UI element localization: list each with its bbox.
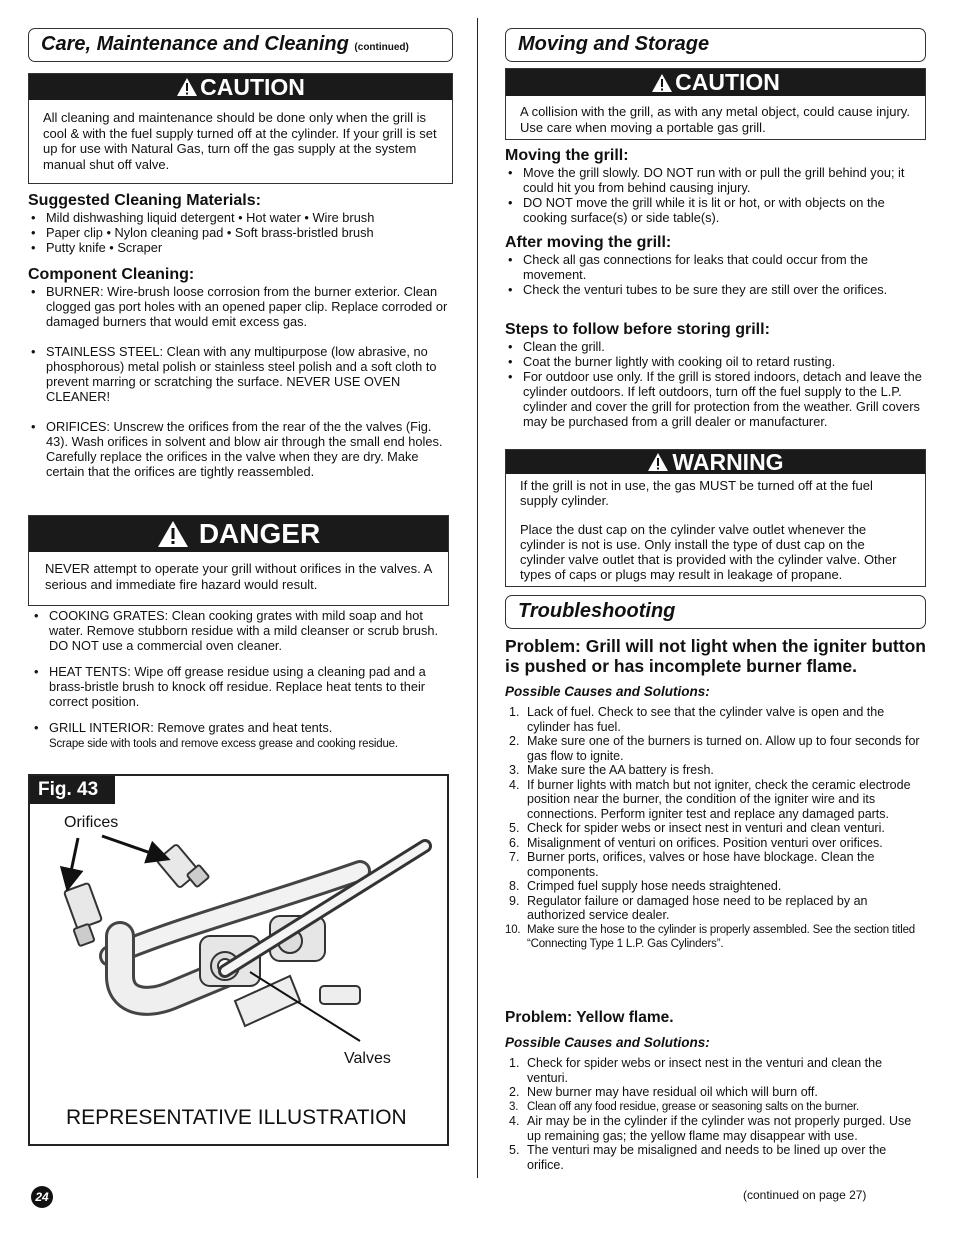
valves-label: Valves xyxy=(344,1050,391,1067)
moving-heading: Moving the grill: xyxy=(505,147,629,164)
list-item: • COOKING GRATES: Clean cooking grates with mild soap and hot water. Remove stubborn residue with a mild cleanser or scrub brush. DO NOT use a commercial oven cleaner. xyxy=(31,608,453,653)
storing-steps xyxy=(505,321,926,429)
list-item: • DO NOT move the grill while it is lit or hot, or with objects on the cooking surface(s) or side table(s). xyxy=(505,195,926,225)
list-item: • Coat the burner lightly with cooking oil to retard rusting. xyxy=(505,354,926,369)
warning-triangle-icon xyxy=(176,77,198,97)
caution-box-cleaning xyxy=(28,73,453,184)
list-item: 3. Make sure the AA battery is fresh. xyxy=(509,763,714,777)
continued-note: (continued on page 27) xyxy=(743,1188,867,1202)
list-item: 1. Lack of fuel. Check to see that the cylinder valve is open and the cylinder has fuel. xyxy=(509,705,885,734)
danger-bar xyxy=(29,516,448,552)
caution-box-moving xyxy=(505,68,926,140)
warning-triangle-icon xyxy=(157,520,189,548)
warning-label: WARNING xyxy=(672,448,784,475)
problem-1-heading: Problem: Grill will not light when the igniter button is pushed or has incomplete burner flame. xyxy=(505,636,926,676)
caution-bar xyxy=(506,69,925,96)
list-item xyxy=(31,720,453,752)
list-item: 7. Burner ports, orifices, valves or hose have blockage. Clean the components. xyxy=(509,850,875,879)
warning-text-1: If the grill is not in use, the gas MUST be turned off at the fuel supply cylinder. xyxy=(520,478,873,508)
column-divider xyxy=(477,18,478,1178)
list-item: • Mild dishwashing liquid detergent • Hot water • Wire brush xyxy=(28,210,453,225)
orifices-label: Orifices xyxy=(64,814,119,831)
after-heading: After moving the grill: xyxy=(505,234,672,251)
caution-bar xyxy=(29,74,452,100)
list-item: • STAINLESS STEEL: Clean with any multipurpose (low abrasive, no phosphorous) metal polish or stainless steel polish and a soft cloth to prevent marring or scratching the surface. NEVER USE OVEN CLEANER! xyxy=(28,344,453,404)
caution-label: CAUTION xyxy=(200,73,305,100)
grill-interior-text-2: Scrape side with tools and remove excess grease and cooking residue. xyxy=(49,738,398,750)
list-item: 2. Make sure one of the burners is turned on. Allow up to four seconds for gas flow to ignite. xyxy=(509,734,920,763)
after-moving xyxy=(505,234,926,297)
component-heading: Component Cleaning: xyxy=(28,266,195,283)
problem-1-subheading: Possible Causes and Solutions: xyxy=(505,684,710,699)
list-item: • Clean the grill. xyxy=(505,339,926,354)
moving-grill xyxy=(505,147,926,225)
warning-text xyxy=(506,474,925,582)
section-title: Troubleshooting xyxy=(518,600,676,622)
section-subtitle: (continued) xyxy=(354,42,409,53)
list-item: • Check all gas connections for leaks that could occur from the movement. xyxy=(505,252,926,282)
list-item: 10. Make sure the hose to the cylinder is properly assembled. See the section titled “Connecting Type 1 L.P. Gas Cylinders”. xyxy=(505,923,915,950)
more-cleaning-items xyxy=(28,608,453,752)
list-item: • HEAT TENTS: Wipe off grease residue using a cleaning pad and a brass-bristle brush to knock off residue. Replace heat tents to their correct position. xyxy=(31,664,453,709)
cleaning-materials xyxy=(28,192,453,255)
list-item: • ORIFICES: Unscrew the orifices from the rear of the the valves (Fig. 43). Wash orifices in solvent and blow air through the small end holes. Carefully replace the orifices in the valve when they are dry. Make certain that the orifices are tightly reassembled. xyxy=(28,419,453,479)
grill-valve-illustration xyxy=(30,776,447,1144)
list-item: 2. New burner may have residual oil which will burn off. xyxy=(509,1085,818,1099)
danger-text: NEVER attempt to operate your grill without orifices in the valves. A serious and immediate fire hazard would result. xyxy=(45,561,432,592)
list-item: 4. If burner lights with match but not igniter, check the ceramic electrode position near the burner, the condition of the igniter wire and its connections. Perform igniter test and replace any damaged parts. xyxy=(509,777,911,821)
section-title: Care, Maintenance and Cleaning xyxy=(41,33,349,55)
page-number: 24 xyxy=(31,1186,53,1208)
list-item: • Putty knife • Scraper xyxy=(28,240,453,255)
problem-2-subheading: Possible Causes and Solutions: xyxy=(505,1035,710,1050)
caution-text: A collision with the grill, as with any metal object, could cause injury. Use care when moving a portable gas grill. xyxy=(520,104,910,135)
list-item: 3. Clean off any food residue, grease or seasoning salts on the burner. xyxy=(509,1100,860,1113)
caution-text: All cleaning and maintenance should be done only when the grill is cool & with the fuel supply turned off at the cylinder. If your grill is set up for use with Natural Gas, turn off the gas supply at the system manual shut off valve. xyxy=(43,110,437,172)
danger-box xyxy=(28,515,449,606)
caution-label: CAUTION xyxy=(675,69,780,95)
section-header-troubleshooting xyxy=(505,595,926,629)
danger-label: DANGER xyxy=(198,518,321,549)
list-item: • BURNER: Wire-brush loose corrosion from the burner exterior. Clean clogged gas port holes with an opened paper clip. Replace corroded or damaged burners that would emit excess gas. xyxy=(28,284,453,329)
materials-heading: Suggested Cleaning Materials: xyxy=(28,192,261,209)
storing-heading: Steps to follow before storing grill: xyxy=(505,321,770,338)
list-item: • Move the grill slowly. DO NOT run with or pull the grill behind you; it could hit you from behind causing injury. xyxy=(505,165,926,195)
list-item: • Check the venturi tubes to be sure they are still over the orifices. xyxy=(505,282,926,297)
list-item: • Paper clip • Nylon cleaning pad • Soft brass-bristled brush xyxy=(28,225,453,240)
warning-triangle-icon xyxy=(651,73,673,93)
section-header-care xyxy=(28,28,453,62)
list-item: 1. Check for spider webs or insect nest in the venturi and clean the venturi. xyxy=(509,1056,883,1085)
figure-caption: REPRESENTATIVE ILLUSTRATION xyxy=(66,1106,407,1129)
figure-label: Fig. 43 xyxy=(30,776,115,804)
component-cleaning xyxy=(28,266,453,479)
section-title: Moving and Storage xyxy=(518,33,710,55)
list-item: 6. Misalignment of venturi on orifices. Position venturi over orifices. xyxy=(509,835,883,850)
list-item: 9. Regulator failure or damaged hose need to be replaced by an authorized service dealer. xyxy=(509,893,868,922)
section-header-moving xyxy=(505,28,926,62)
list-item: 5. The venturi may be misaligned and needs to be lined up over the orifice. xyxy=(509,1143,887,1172)
grill-interior-text: GRILL INTERIOR: Remove grates and heat tents. xyxy=(49,720,333,735)
problem-2 xyxy=(505,1009,926,1172)
warning-bar xyxy=(506,450,925,474)
problem-1 xyxy=(505,636,926,952)
warning-text-2: Place the dust cap on the cylinder valve outlet whenever the cylinder is not is use. Only install the type of dust cap on the cylinder valve outlet that is provided with the cylinder valve. Other types of caps or plugs may result in leakage of propane. xyxy=(520,522,897,582)
list-item: 8. Crimped fuel supply hose needs straightened. xyxy=(509,879,782,893)
list-item: • For outdoor use only. If the grill is stored indoors, detach and leave the cylinder outdoors. If left outdoors, turn off the fuel supply to the L.P. cylinder and cover the grill for protection from the weather. Grill covers may be purchased from a grill dealer or manufacturer. xyxy=(505,369,926,429)
list-item: 5. Check for spider webs or insect nest in venturi and clean venturi. xyxy=(509,821,885,835)
problem-2-heading: Problem: Yellow flame. xyxy=(505,1009,674,1026)
warning-triangle-icon xyxy=(647,452,669,472)
warning-box xyxy=(505,449,926,587)
list-item: 4. Air may be in the cylinder if the cylinder was not properly purged. Use up remaining gas; the yellow flame may disappear with use. xyxy=(509,1114,912,1143)
figure-43 xyxy=(28,774,449,1146)
